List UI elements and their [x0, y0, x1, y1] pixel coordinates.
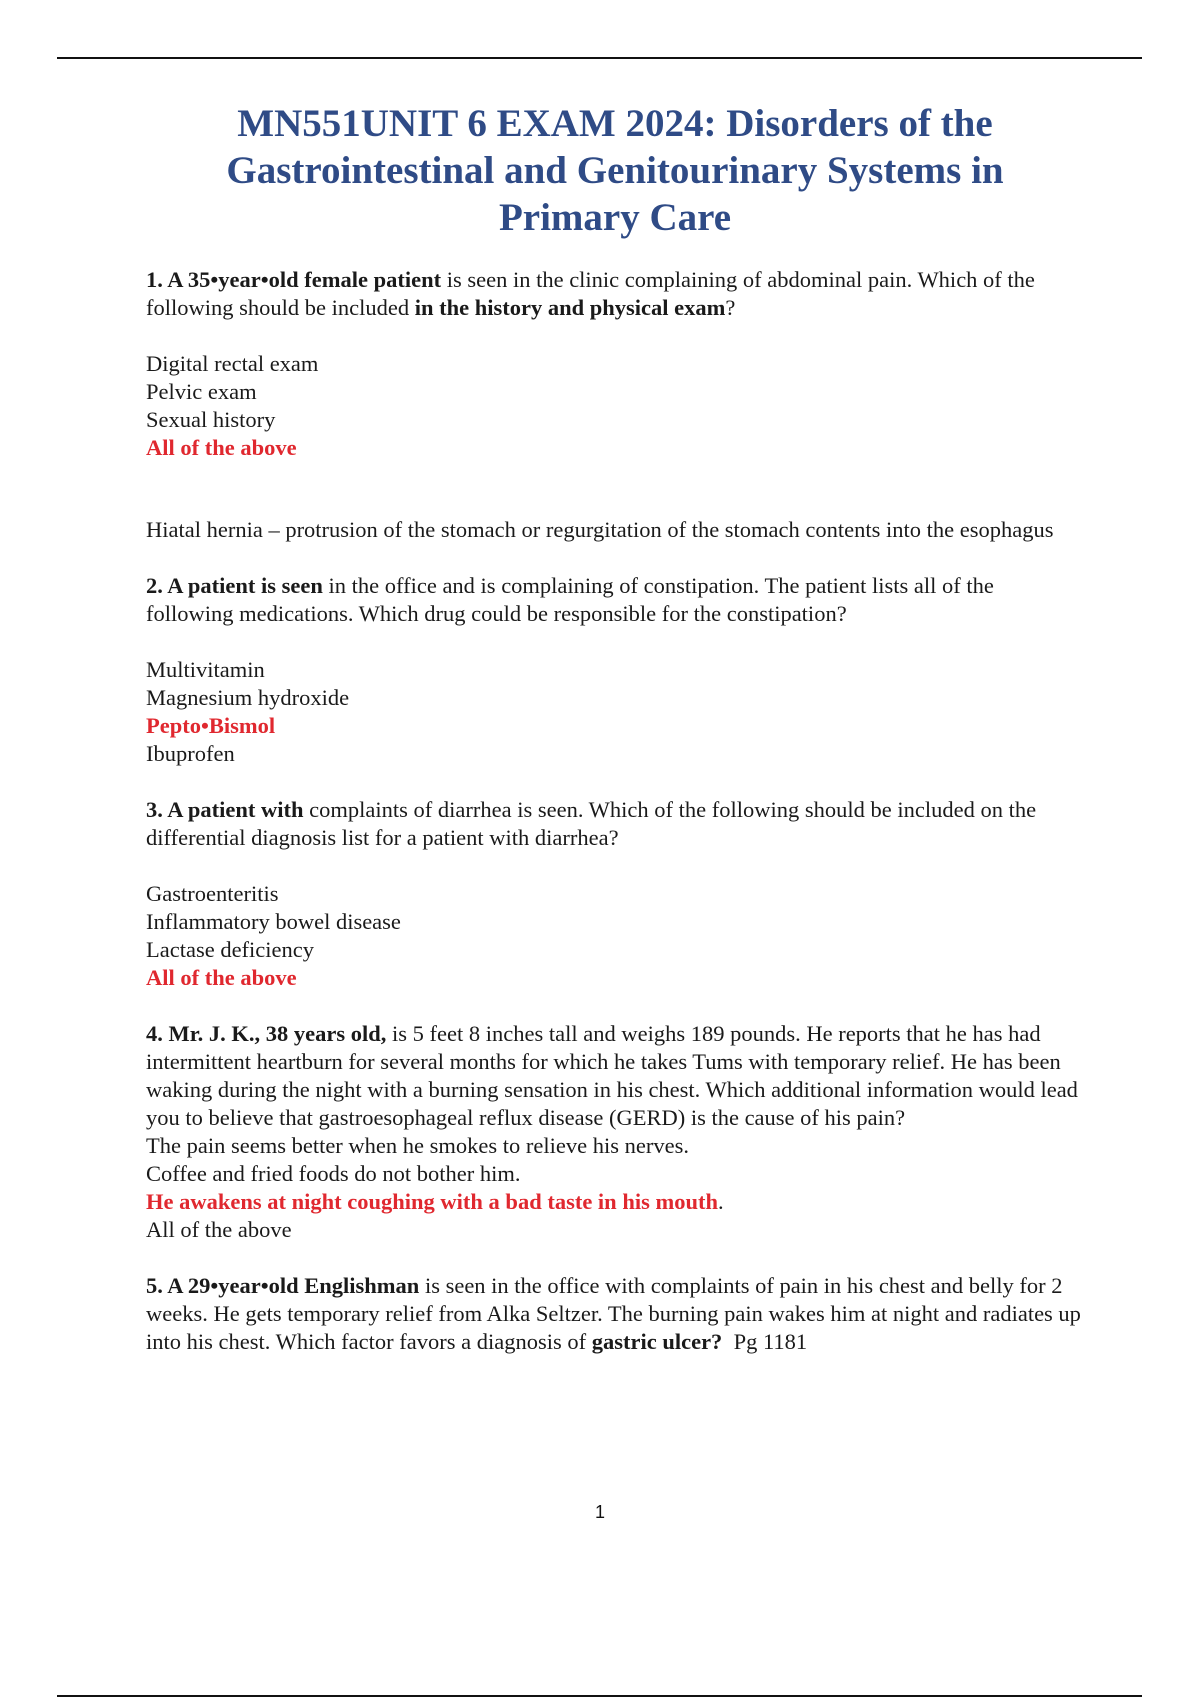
question-1-option-3: Sexual history — [146, 407, 276, 432]
question-2-text: in the office and is complaining of constipation. The patient lists all of the following medications. Which drug could be responsible for the constipation? — [146, 573, 994, 626]
title-line-3: Primary Care — [498, 196, 732, 239]
bottom-rule — [57, 1695, 1142, 1697]
question-1-text: is seen in the clinic complaining of abdominal pain. Which of the following should be included — [146, 267, 1035, 320]
question-4-option-1: The pain seems better when he smokes to relieve his nerves. — [146, 1133, 689, 1158]
page-title — [120, 100, 1110, 241]
question-2-lead: 2. A patient is seen — [146, 573, 323, 598]
exam-content — [146, 266, 1086, 1356]
question-3-options — [146, 880, 1086, 992]
question-1-end: ? — [725, 295, 736, 320]
question-4-answer: He awakens at night coughing with a bad taste in his mouth — [146, 1189, 718, 1214]
question-3-lead: 3. A patient with — [146, 797, 304, 822]
question-4-option-4: All of the above — [146, 1217, 292, 1242]
question-2 — [146, 572, 1086, 628]
question-3-option-1: Gastroenteritis — [146, 881, 279, 906]
question-4-text: is 5 feet 8 inches tall and weighs 189 pounds. He reports that he has had intermittent heartburn for several months for which he takes Tums with temporary relief. He has been waking during the night with a burning sensation in his chest. Which additional information would lead you to believe that gastroesophageal reflux disease (GERD) is the cause of his pain? — [146, 1021, 1078, 1130]
question-2-option-1: Multivitamin — [146, 657, 265, 682]
question-2-option-4: Ibuprofen — [146, 741, 235, 766]
question-2-options — [146, 656, 1086, 768]
question-3-option-3: Lactase deficiency — [146, 937, 315, 962]
question-3-option-2: Inflammatory bowel disease — [146, 909, 401, 934]
question-2-option-2: Magnesium hydroxide — [146, 685, 350, 710]
title-line-2: Gastrointestinal and Genitourinary Systems in — [226, 149, 1004, 192]
hiatal-hernia-note: Hiatal hernia – protrusion of the stomach or regurgitation of the stomach contents into the esophagus — [146, 517, 1054, 542]
title-line-1: MN551UNIT 6 EXAM 2024: Disorders of the — [237, 102, 993, 145]
question-3 — [146, 796, 1086, 852]
question-5-lead: 5. A 29•year•old Englishman — [146, 1273, 420, 1298]
question-4-options — [146, 1132, 1086, 1244]
question-1-lead: 1. A 35•year•old female patient — [146, 267, 442, 292]
top-rule — [57, 57, 1142, 59]
question-4-lead: 4. Mr. J. K., 38 years old, — [146, 1021, 387, 1046]
question-5 — [146, 1272, 1086, 1356]
question-4-option-3-row — [146, 1188, 1086, 1216]
question-1-option-2: Pelvic exam — [146, 379, 257, 404]
question-4 — [146, 1020, 1086, 1132]
question-1-option-1: Digital rectal exam — [146, 351, 319, 376]
page-number: 1 — [594, 1502, 605, 1522]
question-5-emphasis: gastric ulcer? — [591, 1329, 723, 1354]
question-5-end: Pg 1181 — [722, 1329, 808, 1354]
question-1-answer: All of the above — [146, 435, 297, 460]
question-2-answer: Pepto•Bismol — [146, 713, 276, 738]
question-1-emphasis: in the history and physical exam — [414, 295, 726, 320]
question-5-text: is seen in the office with complaints of pain in his chest and belly for 2 weeks. He gets temporary relief from Alka Seltzer. The burning pain wakes him at night and radiates up into his chest. Which factor favors a diagnosis of — [146, 1273, 1081, 1354]
question-4-answer-suffix: . — [717, 1189, 724, 1214]
question-1 — [146, 266, 1086, 322]
question-4-option-2: Coffee and fried foods do not bother him. — [146, 1161, 521, 1186]
question-3-text: complaints of diarrhea is seen. Which of the following should be included on the differential diagnosis list for a patient with diarrhea? — [146, 797, 1037, 850]
question-3-answer: All of the above — [146, 965, 297, 990]
question-1-options — [146, 350, 1086, 462]
